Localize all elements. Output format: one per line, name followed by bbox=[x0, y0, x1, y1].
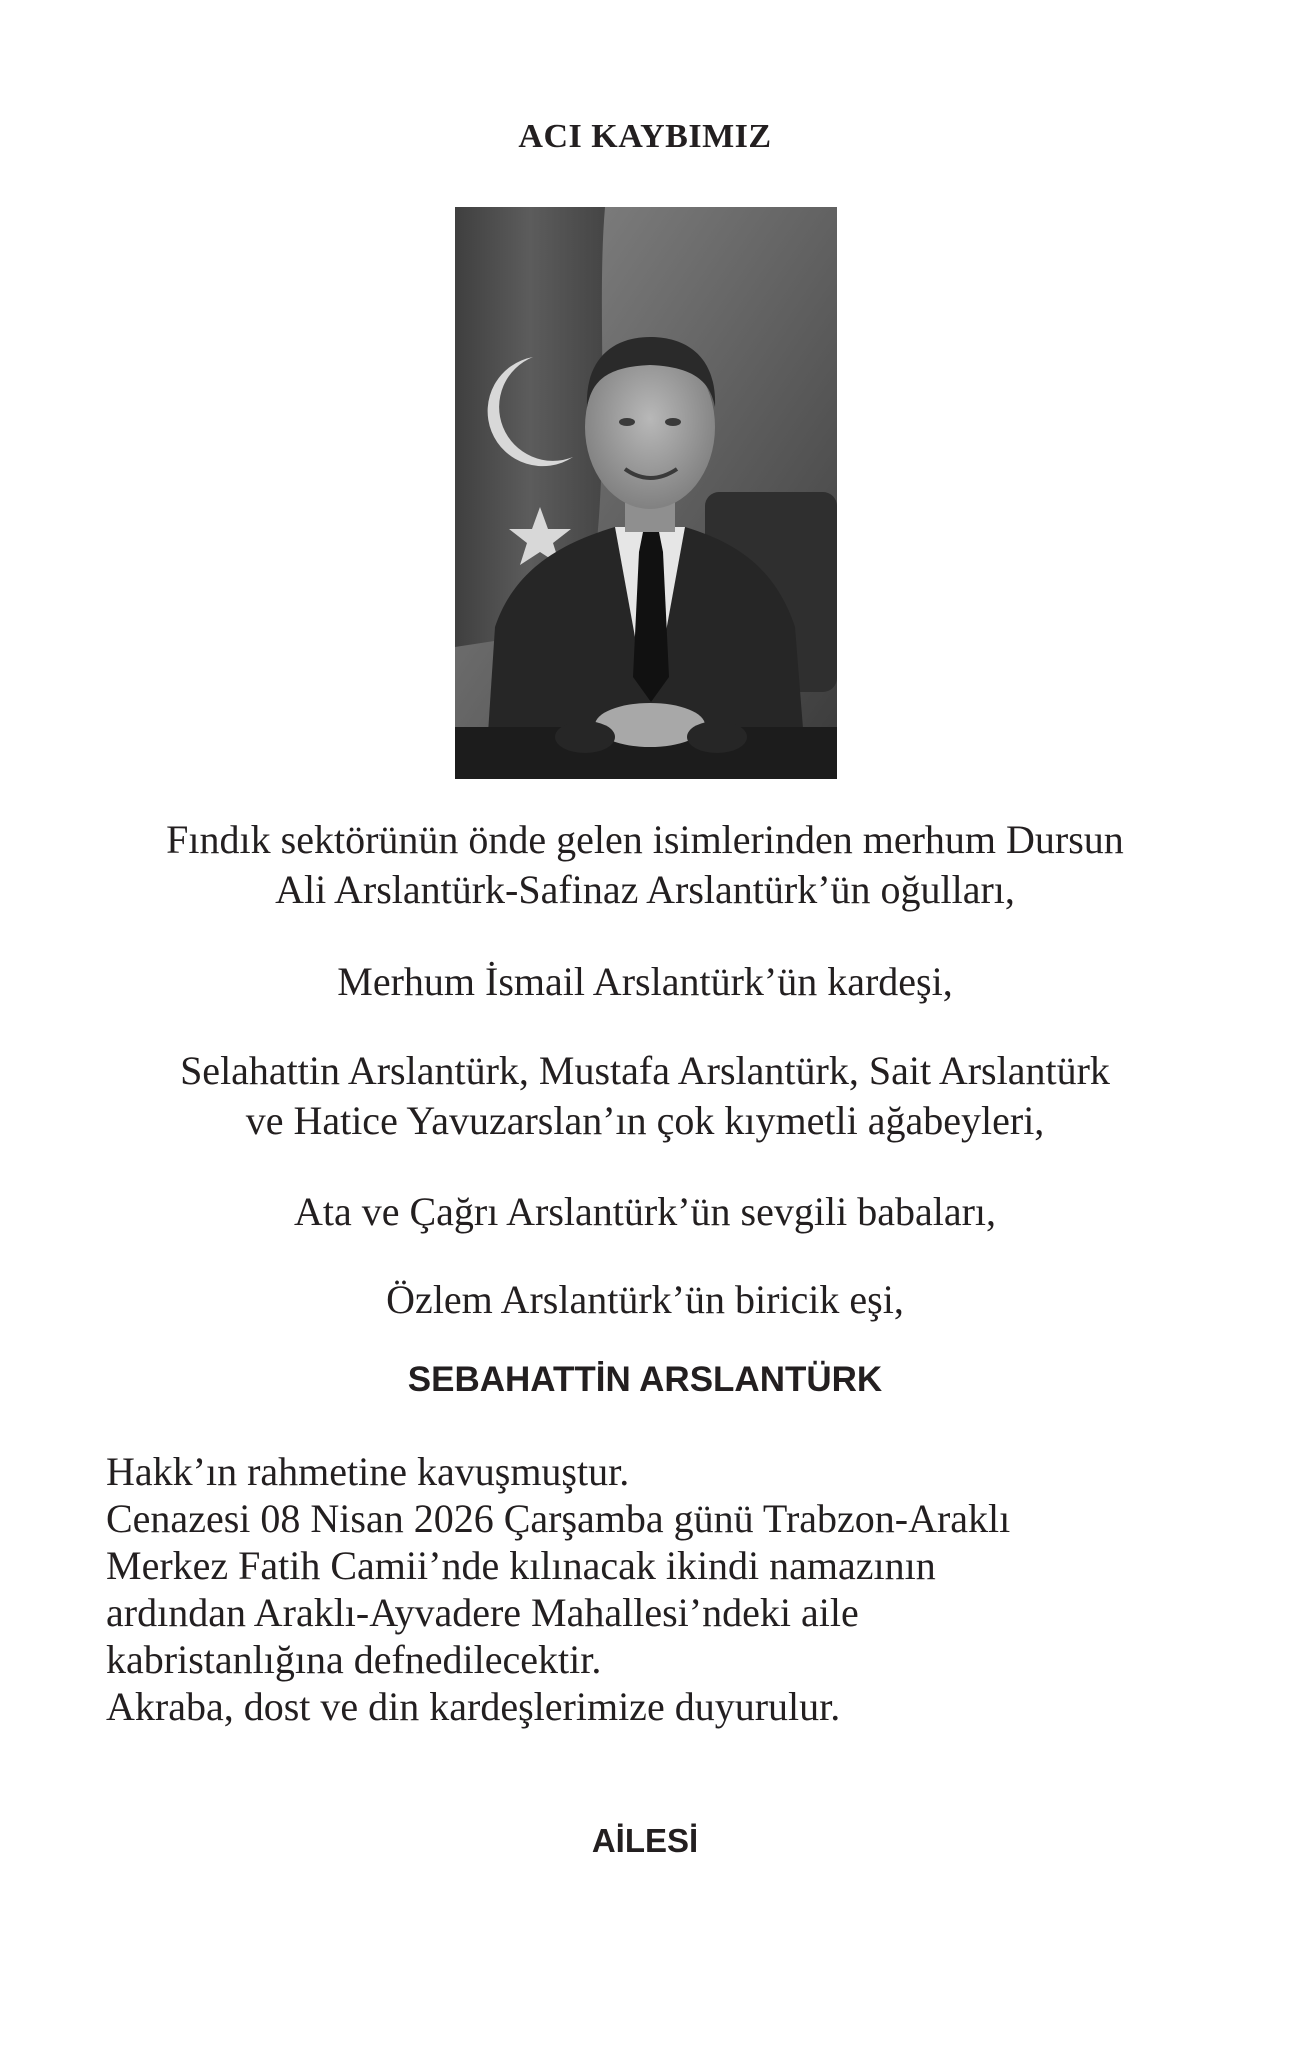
paragraph-line: Ali Arslantürk-Safinaz Arslantürk’ün oğulları, bbox=[275, 867, 1015, 912]
deceased-name: SEBAHATTİN ARSLANTÜRK bbox=[407, 1360, 883, 1399]
portrait-photo bbox=[455, 207, 837, 779]
funeral-details bbox=[106, 1448, 1206, 1730]
body-line: Cenazesi 08 Nisan 2026 Çarşamba günü Trabzon-Araklı bbox=[106, 1496, 1011, 1541]
paragraph-line: Fındık sektörünün önde gelen isimlerinden merhum Dursun bbox=[166, 817, 1124, 862]
paragraph-line: Ata ve Çağrı Arslantürk’ün sevgili babaları, bbox=[293, 1189, 997, 1234]
body-line: Hakk’ın rahmetine kavuşmuştur. bbox=[106, 1449, 630, 1494]
paragraph-line: Merhum İsmail Arslantürk’ün kardeşi, bbox=[337, 959, 953, 1004]
body-line: kabristanlığına defnedilecektir. bbox=[106, 1637, 602, 1682]
paragraph-children bbox=[60, 1187, 1230, 1237]
paragraph-line: Özlem Arslantürk’ün biricik eşi, bbox=[386, 1277, 904, 1322]
paragraph-parents bbox=[60, 815, 1230, 915]
body-line: Merkez Fatih Camii’nde kılınacak ikindi namazının bbox=[106, 1543, 936, 1588]
body-line: ardından Araklı-Ayvadere Mahallesi’ndeki aile bbox=[106, 1590, 859, 1635]
paragraph-brother bbox=[60, 957, 1230, 1007]
body-line: Akraba, dost ve din kardeşlerimize duyurulur. bbox=[106, 1684, 841, 1729]
paragraph-siblings bbox=[60, 1046, 1230, 1146]
paragraph-line: ve Hatice Yavuzarslan’ın çok kıymetli ağabeyleri, bbox=[245, 1098, 1045, 1143]
signature: AİLESİ bbox=[591, 1822, 699, 1859]
paragraph-spouse bbox=[60, 1275, 1230, 1325]
paragraph-line: Selahattin Arslantürk, Mustafa Arslantürk, Sait Arslantürk bbox=[180, 1048, 1110, 1093]
notice-title: ACI KAYBIMIZ bbox=[518, 118, 772, 155]
